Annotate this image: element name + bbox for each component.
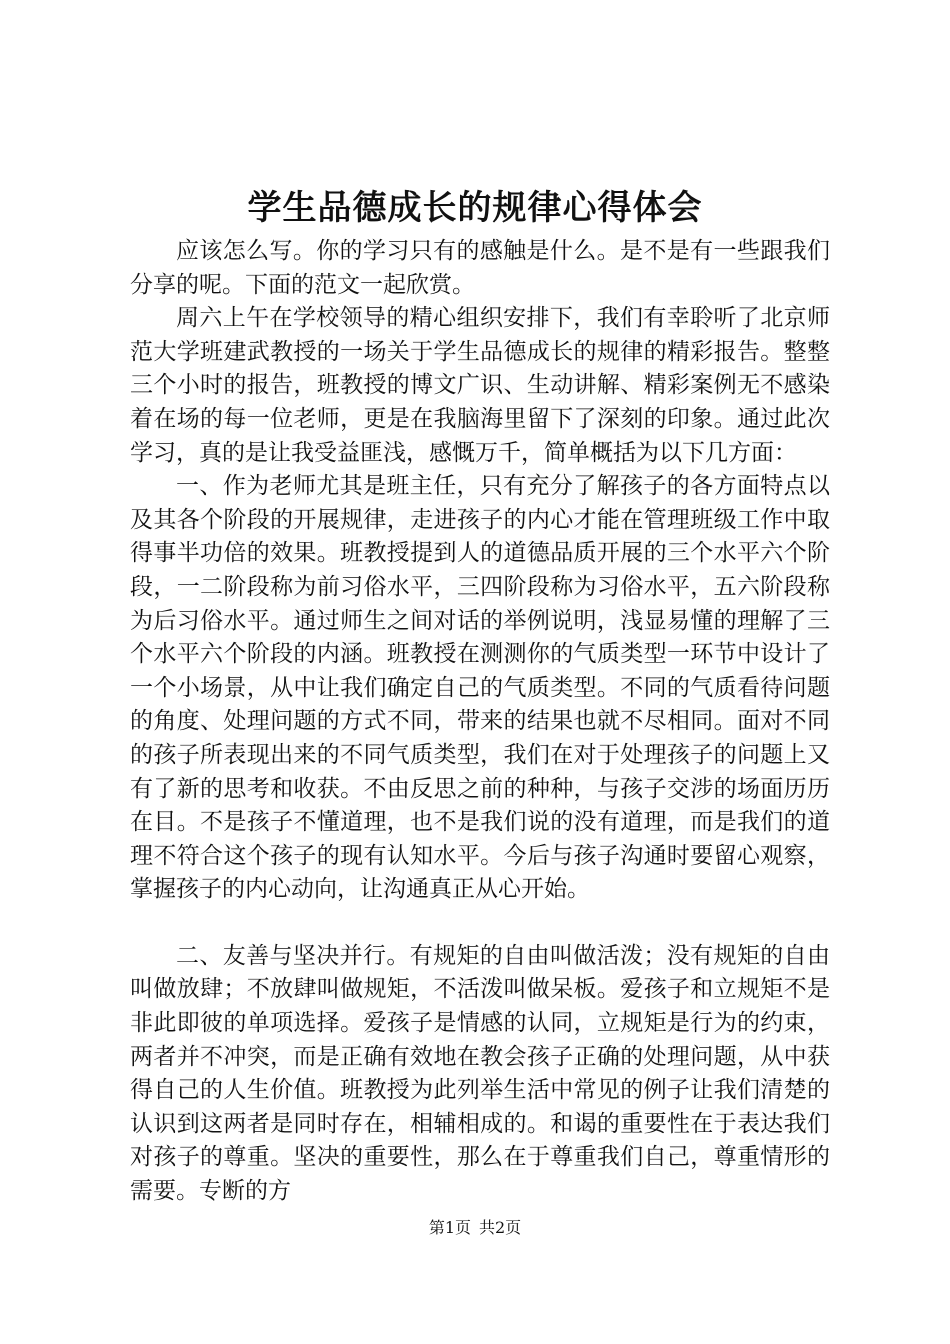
paragraph-background: 周六上午在学校领导的精心组织安排下，我们有幸聆听了北京师范大学班建武教授的一场关于学生品德成长的规律的精彩报告。整整三个小时的报告，班教授的博文广识、生动讲解、精彩案例无不感染着在场的每一位老师，更是在我脑海里留下了深刻的印象。通过此次学习，真的是让我受益匪浅，感慨万千，简单概括为以下几方面：: [130, 305, 830, 466]
page-total: 共2页: [479, 1218, 522, 1237]
page-number: 第1页: [428, 1218, 471, 1237]
page-footer: [0, 1216, 950, 1240]
document-title: 学生品德成长的规律心得体会: [247, 188, 703, 228]
paragraph-point-two: 二、友善与坚决并行。有规矩的自由叫做活泼；没有规矩的自由叫做放肆；不放肆叫做规矩，不活泼叫做呆板。爱孩子和立规矩不是非此即彼的单项选择。爱孩子是情感的认同，立规矩是行为的约束，两者并不冲突，而是正确有效地在教会孩子正确的处理问题，从中获得自己的人生价值。班教授为此列举生活中常见的例子让我们清楚的认识到这两者是同时存在，相辅相成的。和谒的重要性在于表达我们对孩子的尊重。坚决的重要性，那么在于尊重我们自己，尊重情形的需要。专断的方: [130, 942, 830, 1205]
paragraph-intro: 应该怎么写。你的学习只有的感触是什么。是不是有一些跟我们分享的呢。下面的范文一起欣赏。: [130, 238, 830, 298]
paragraph-point-one: 一、作为老师尤其是班主任，只有充分了解孩子的各方面特点以及其各个阶段的开展规律，走进孩子的内心才能在管理班级工作中取得事半功倍的效果。班教授提到人的道德品质开展的三个水平六个阶段，一二阶段称为前习俗水平，三四阶段称为习俗水平，五六阶段称为后习俗水平。通过师生之间对话的举例说明，浅显易懂的理解了三个水平六个阶段的内涵。班教授在测测你的气质类型一环节中设计了一个小场景，从中让我们确定自己的气质类型。不同的气质看待问题的角度、处理问题的方式不同，带来的结果也就不尽相同。面对不同的孩子所表现出来的不同气质类型，我们在对于处理孩子的问题上又有了新的思考和收获。不由反思之前的种种，与孩子交涉的场面历历在目。不是孩子不懂道理，也不是我们说的没有道理，而是我们的道理不符合这个孩子的现有认知水平。今后与孩子沟通时要留心观察，掌握孩子的内心动向，让沟通真正从心开始。: [130, 473, 830, 903]
document-body: [130, 235, 830, 1209]
